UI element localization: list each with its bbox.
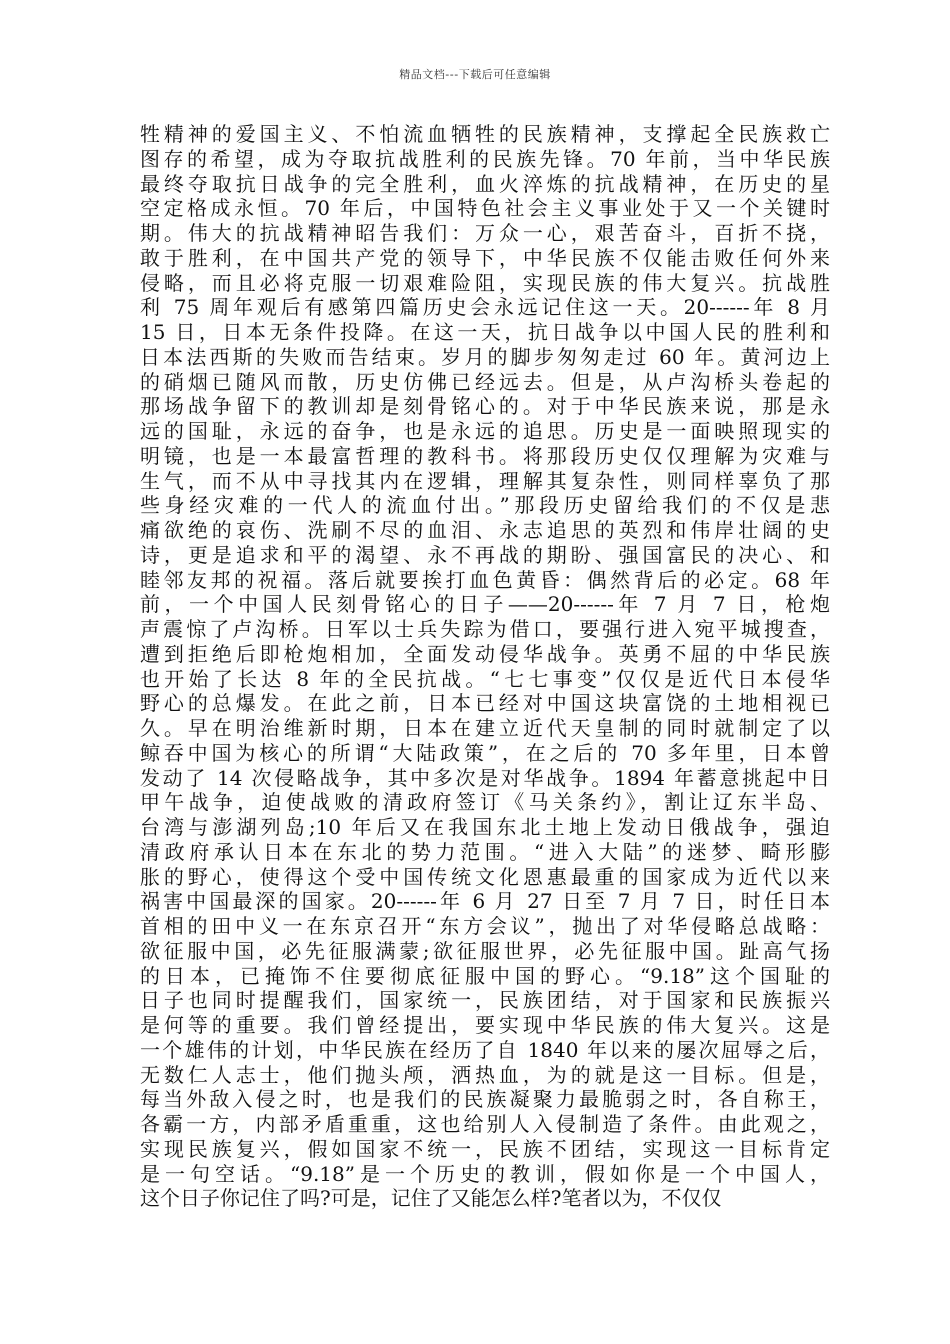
text-line: 最终夺取抗日战争的完全胜利，血火淬炼的抗战精神，在历史的星 [140, 171, 830, 196]
text-line: 也开始了长达 8 年的全民抗战。“七七事变”仅仅是近代日本侵华 [140, 666, 830, 691]
text-line: 是何等的重要。我们曾经提出，要实现中华民族的伟大复兴。这是 [140, 1013, 830, 1037]
text-line: 期。伟大的抗战精神昭告我们：万众一心，艰苦奋斗，百折不挠， [140, 221, 830, 245]
text-line: 欲征服中国，必先征服满蒙;欲征服世界，必先征服中国。趾高气扬 [140, 938, 830, 963]
text-line: 遭到拒绝后即枪炮相加，全面发动侵华战争。英勇不屈的中华民族 [140, 641, 830, 666]
text-line: 明镜，也是一本最富哲理的教科书。将那段历史仅仅理解为灾难与 [140, 443, 830, 468]
text-line: 台湾与澎湖列岛;10 年后又在我国东北土地上发动日俄战争，强迫 [140, 815, 830, 839]
text-line: 甲午战争，迫使战败的清政府签订《马关条约》，割让辽东半岛、 [140, 790, 830, 815]
text-line: 日本法西斯的失败而告结束。岁月的脚步匆匆走过 60 年。黄河边上 [140, 344, 830, 369]
text-line: 鲸吞中国为核心的所谓“大陆政策”，在之后的 70 多年里，日本曾 [140, 740, 830, 765]
text-line: 利 75 周年观后有感第四篇历史会永远记住这一天。20------年 8 月 [140, 295, 830, 320]
text-line: 些身经灾难的一代人的流血付出。”那段历史留给我们的不仅是悲 [140, 493, 830, 518]
text-line: 首相的田中义一在东京召开“东方会议”，抛出了对华侵略总战略： [140, 914, 830, 938]
text-line: 每当外敌入侵之时，也是我们的民族凝聚力最脆弱之时，各自称王， [140, 1087, 830, 1112]
text-line: 清政府承认日本在东北的势力范围。“进入大陆”的迷梦、畸形膨 [140, 839, 830, 864]
text-line: 这个日子你记住了吗?可是，记住了又能怎么样?笔者以为，不仅仅 [140, 1186, 722, 1211]
text-line: 空定格成永恒。70 年后，中国特色社会主义事业处于又一个关键时 [140, 196, 830, 221]
text-line: 远的国耻，永远的奋争，也是永远的追思。历史是一面映照现实的 [140, 419, 830, 443]
page-header: 精品文档---下载后可任意编辑 [399, 68, 551, 81]
text-line: 实现民族复兴，假如国家不统一，民族不团结，实现这一目标肯定 [140, 1136, 830, 1161]
text-line: 15 日，日本无条件投降。在这一天，抗日战争以中国人民的胜利和 [140, 320, 830, 344]
text-line: 是一句空话。“9.18”是一个历史的教训，假如你是一个中国人， [140, 1161, 830, 1186]
body-text [140, 122, 830, 1211]
text-line: 侵略，而且必将克服一切艰难险阻，实现民族的伟大复兴。抗战胜 [140, 270, 830, 295]
text-line: 的日本，已掩饰不住要彻底征服中国的野心。“9.18”这个国耻的 [140, 963, 830, 988]
text-line: 声震惊了卢沟桥。日军以士兵失踪为借口，要强行进入宛平城搜查， [140, 617, 830, 641]
text-line: 生气，而不从中寻找其内在逻辑，理解其复杂性，则同样辜负了那 [140, 468, 830, 493]
text-line: 日子也同时提醒我们，国家统一，民族团结，对于国家和民族振兴 [140, 988, 830, 1013]
text-line: 那场战争留下的教训却是刻骨铭心的。对于中华民族来说，那是永 [140, 394, 830, 419]
text-line: 无数仁人志士，他们抛头颅，洒热血，为的就是这一目标。但是， [140, 1062, 830, 1087]
text-line: 野心的总爆发。在此之前，日本已经对中国这块富饶的土地相视已 [140, 691, 830, 716]
text-line: 祸害中国最深的国家。20------年 6 月 27 日至 7 月 7 日，时任日本 [140, 889, 830, 914]
text-line: 发动了 14 次侵略战争，其中多次是对华战争。1894 年蓄意挑起中日 [140, 765, 830, 790]
text-line: 诗，更是追求和平的渴望、永不再战的期盼、强国富民的决心、和 [140, 542, 830, 567]
text-line: 睦邻友邦的祝福。落后就要挨打血色黄昏：偶然背后的必定。68 年 [140, 567, 830, 592]
text-line: 一个雄伟的计划，中华民族在经历了自 1840 年以来的屡次屈辱之后， [140, 1037, 830, 1062]
text-line: 前，一个中国人民刻骨铭心的日子——20------年 7 月 7 日，枪炮 [140, 592, 830, 617]
text-line: 痛欲绝的哀伤、洗刷不尽的血泪、永志追思的英烈和伟岸壮阔的史 [140, 518, 830, 542]
text-line: 胀的野心，使得这个受中国传统文化恩惠最重的国家成为近代以来 [140, 864, 830, 889]
text-line: 久。早在明治维新时期，日本在建立近代天皇制的同时就制定了以 [140, 716, 830, 740]
text-line: 图存的希望，成为夺取抗战胜利的民族先锋。70 年前，当中华民族 [140, 146, 830, 171]
text-line: 的硝烟已随风而散，历史仿佛已经远去。但是，从卢沟桥头卷起的 [140, 369, 830, 394]
text-line: 敢于胜利，在中国共产党的领导下，中华民族不仅能击败任何外来 [140, 245, 830, 270]
text-line: 各霸一方，内部矛盾重重，这也给别人入侵制造了条件。由此观之， [140, 1112, 830, 1136]
text-line: 牲精神的爱国主义、不怕流血牺牲的民族精神，支撑起全民族救亡 [140, 122, 830, 146]
